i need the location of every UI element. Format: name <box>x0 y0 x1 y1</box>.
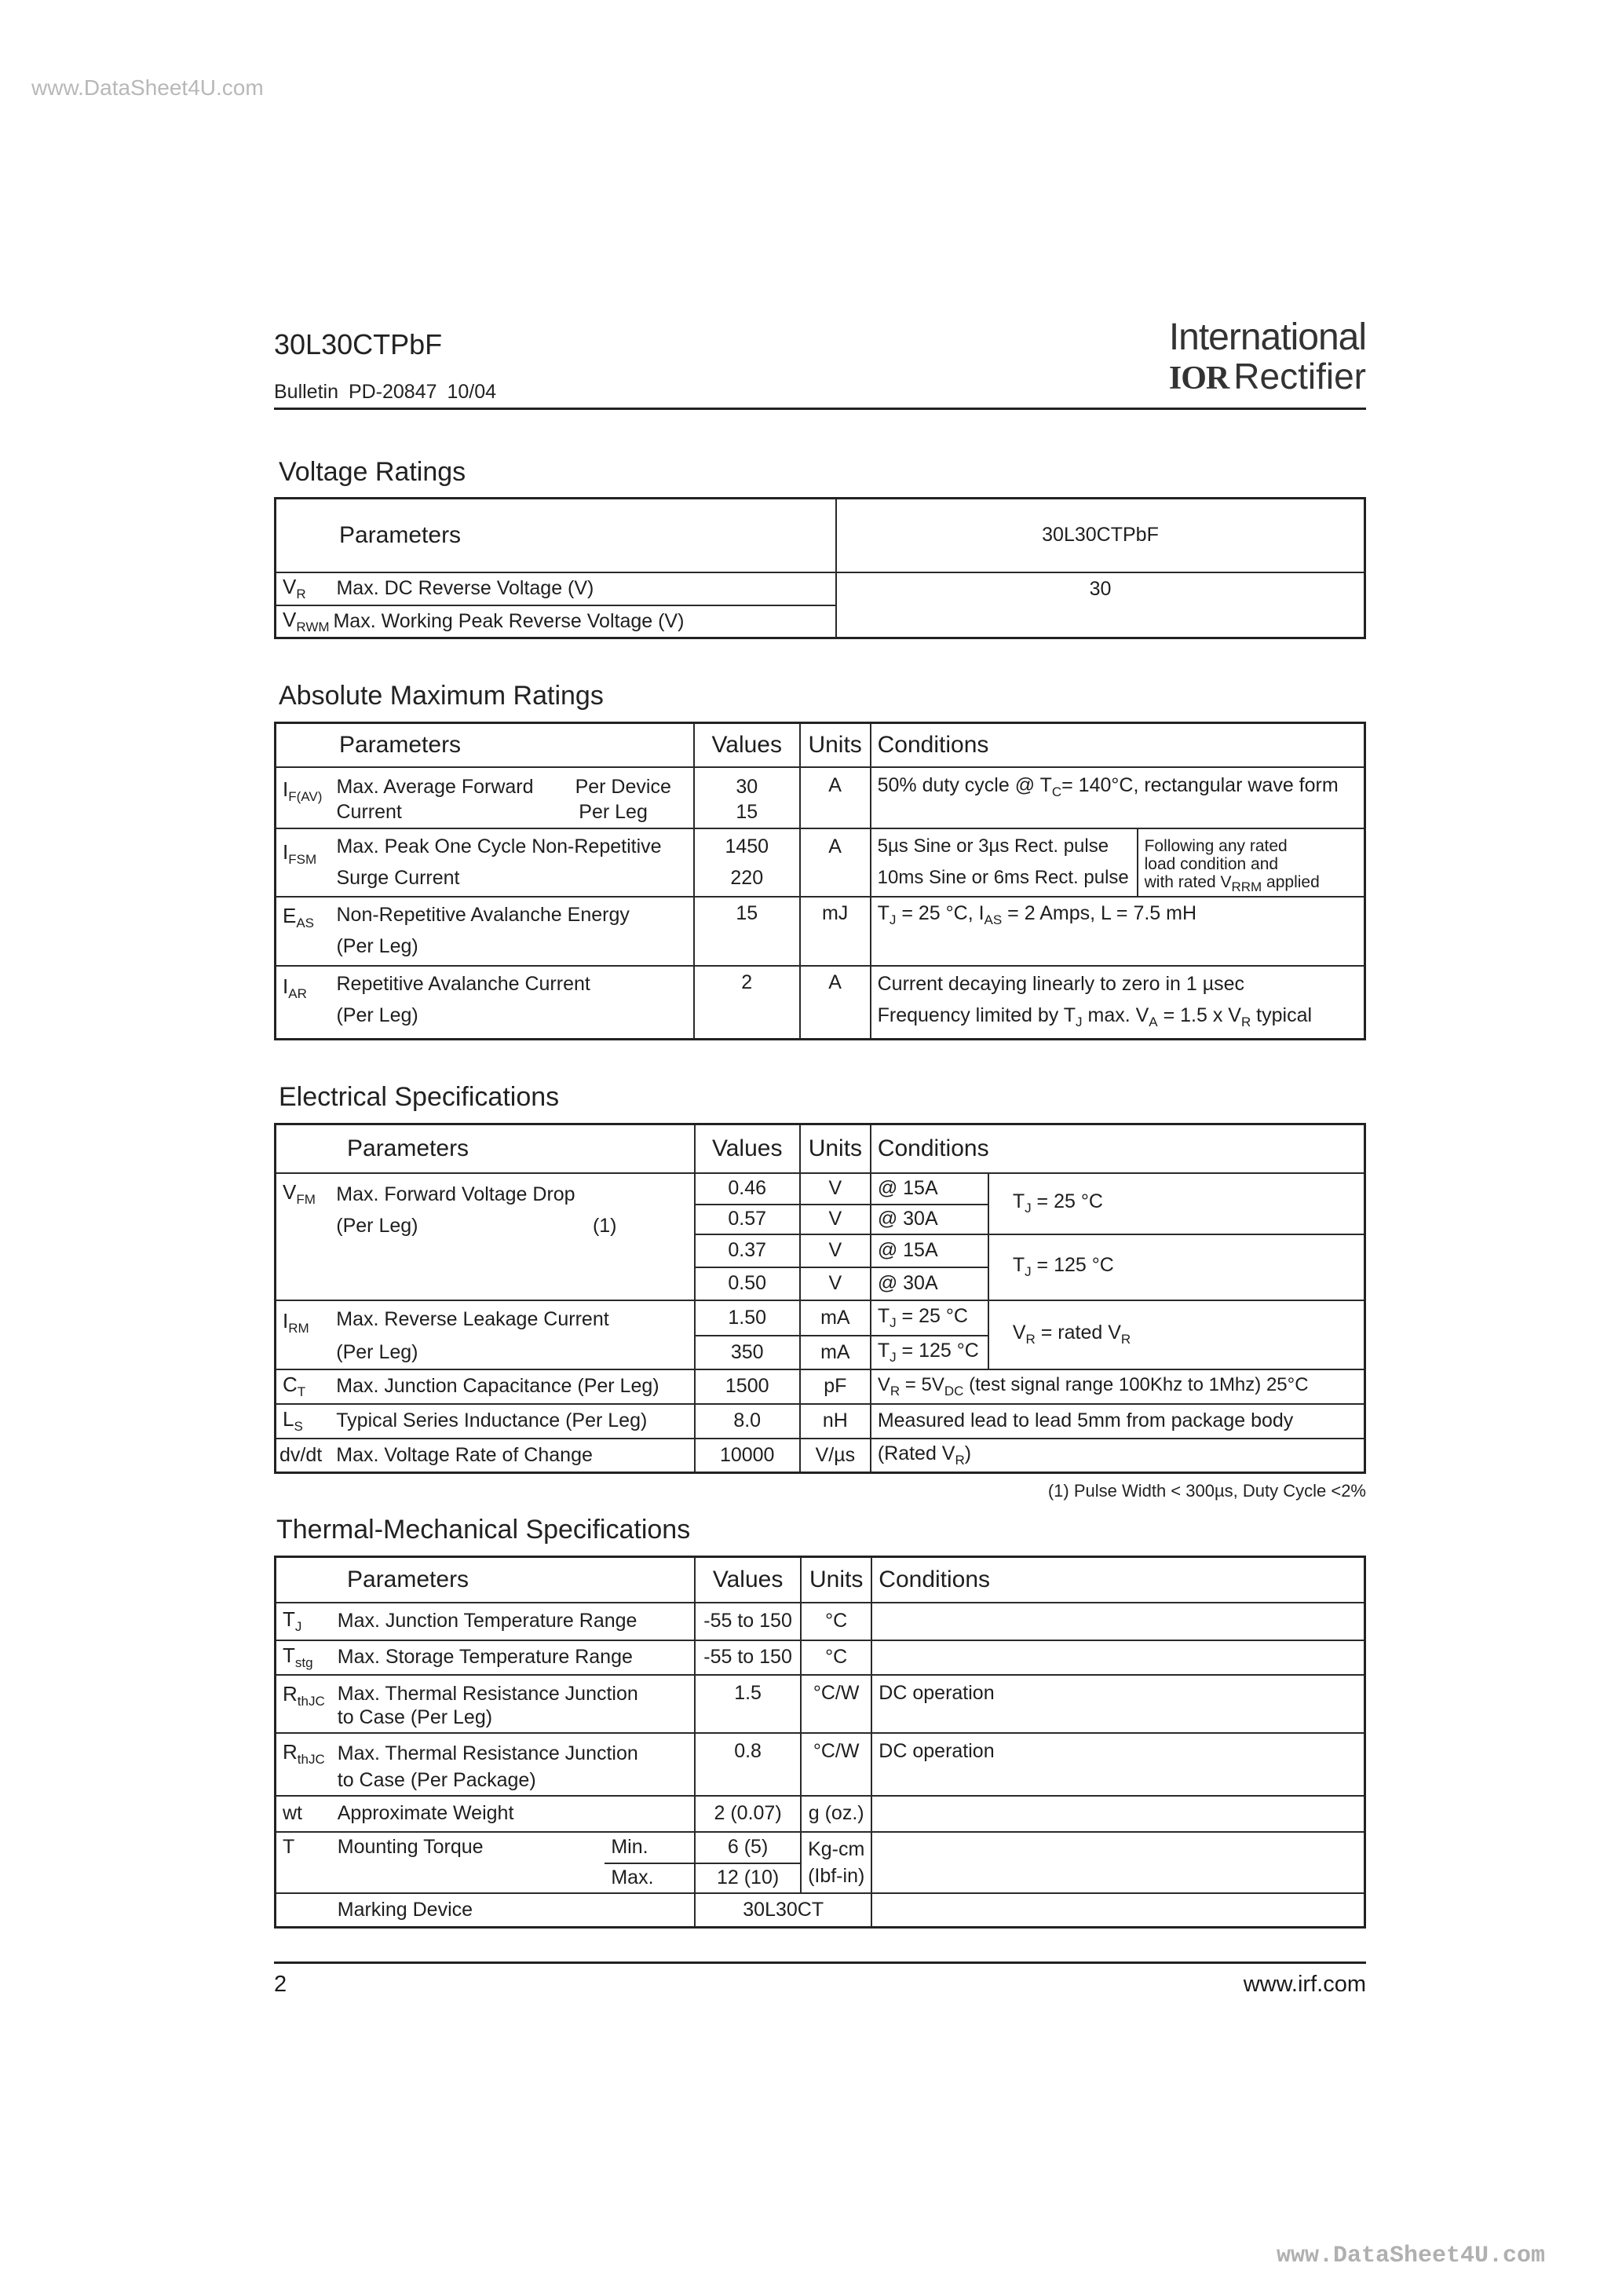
thermal-row-tj <box>276 1603 1365 1640</box>
watermark-top: www.DataSheet4U.com <box>31 75 264 100</box>
symbol: C <box>283 1373 298 1396</box>
value: 0.46 <box>695 1173 800 1205</box>
footnote-ref: (1) <box>592 1214 617 1237</box>
param-desc: Typical Series Inductance (Per Leg) <box>330 1404 694 1439</box>
unit: (Ibf-in) <box>808 1864 865 1887</box>
symbol-sub: AS <box>296 915 315 930</box>
value: 10000 <box>695 1439 800 1473</box>
elec-h-params: Parameters <box>276 1124 695 1173</box>
note: load condition and <box>1144 854 1279 873</box>
condition: DC operation <box>871 1733 1364 1796</box>
condition: 5µs Sine or 3µs Rect. pulse <box>877 835 1109 857</box>
symbol-sub: thJC <box>297 1751 325 1767</box>
unit: °C/W <box>801 1675 871 1733</box>
param-desc: Mounting Torque <box>331 1832 605 1893</box>
absmax-h-units: Units <box>800 723 871 767</box>
param-desc: Max. Forward Voltage Drop <box>336 1183 575 1205</box>
value: 220 <box>730 866 764 889</box>
logo-rectifier: Rectifier <box>1233 356 1366 397</box>
unit: A <box>800 966 871 1040</box>
condition: T <box>877 1339 890 1362</box>
condition: max. V <box>1082 1004 1149 1026</box>
thermal-row-wt <box>276 1796 1365 1832</box>
note-sub: RRM <box>1231 879 1262 894</box>
thermal-row-rjc2 <box>276 1733 1365 1796</box>
symbol-sub: T <box>297 1384 306 1399</box>
value: 1.50 <box>695 1300 800 1336</box>
unit: mA <box>800 1300 871 1336</box>
symbol-sub: FSM <box>288 851 317 867</box>
unit: mA <box>800 1336 871 1369</box>
elec-row-ls <box>276 1404 1365 1439</box>
condition: = 125 °C <box>896 1339 979 1362</box>
thermal-row-rjc1 <box>276 1675 1365 1733</box>
symbol: T <box>276 1832 331 1893</box>
unit: V <box>800 1267 871 1300</box>
condition: ) <box>964 1442 972 1464</box>
condition-sub: J <box>1025 1264 1032 1279</box>
voltage-col-params: Parameters <box>276 499 837 572</box>
condition: = 140°C, rectangular wave form <box>1061 773 1339 796</box>
param-desc: (Per Leg) <box>336 934 418 957</box>
symbol: T <box>283 1643 295 1667</box>
param-desc: (Per Leg) <box>336 1004 418 1026</box>
condition: V <box>877 1373 890 1395</box>
unit: g (oz.) <box>801 1796 871 1832</box>
condition-sub: J <box>889 912 897 927</box>
absmax-h-values: Values <box>694 723 800 767</box>
param-desc: Per Device <box>575 775 671 798</box>
condition-sub: C <box>1051 784 1062 799</box>
bulletin: Bulletin PD-20847 10/04 <box>274 381 497 403</box>
company-logo <box>1146 318 1366 397</box>
absmax-h-params: Parameters <box>276 723 694 767</box>
unit: °C/W <box>801 1733 871 1796</box>
value: 0.8 <box>695 1733 801 1796</box>
param-desc: Max. Reverse Leakage Current <box>336 1307 609 1330</box>
condition: DC operation <box>871 1675 1364 1733</box>
symbol-sub: thJC <box>297 1693 325 1709</box>
symbol: V <box>283 607 297 631</box>
value: 1500 <box>695 1369 800 1404</box>
condition-sub: R <box>1025 1332 1036 1347</box>
condition: T <box>877 1304 890 1327</box>
unit: mJ <box>800 897 871 966</box>
condition-sub: R <box>890 1383 901 1398</box>
condition: = 25 °C, I <box>896 901 985 924</box>
condition-sub: J <box>890 1349 897 1365</box>
value: 350 <box>695 1336 800 1369</box>
symbol: L <box>283 1407 294 1431</box>
value: 2 <box>694 966 800 1040</box>
elec-h-cond: Conditions <box>871 1124 1365 1173</box>
symbol: dv/dt <box>276 1439 331 1473</box>
torque-min-label: Min. <box>605 1832 695 1863</box>
absmax-row-iar <box>276 966 1365 1040</box>
condition: Measured lead to lead 5mm from package body <box>871 1404 1365 1439</box>
symbol: E <box>283 903 297 927</box>
symbol: T <box>283 1607 295 1631</box>
condition: = 125 °C <box>1031 1254 1114 1276</box>
value: 0.37 <box>695 1234 800 1267</box>
symbol-sub: J <box>294 1619 302 1634</box>
condition: T <box>877 901 890 924</box>
elec-row-ct <box>276 1369 1365 1404</box>
condition: = rated V <box>1035 1322 1121 1344</box>
voltage-title: Voltage Ratings <box>279 457 466 487</box>
param-desc: Max. Voltage Rate of Change <box>330 1439 694 1473</box>
unit: °C <box>801 1603 871 1640</box>
watermark-bottom: www.DataSheet4U.com <box>1276 2243 1545 2269</box>
condition-sub: DC <box>944 1383 964 1398</box>
param-desc: (Per Leg) <box>336 1214 418 1237</box>
param-desc: Repetitive Avalanche Current <box>336 972 590 995</box>
param-desc: Max. Peak One Cycle Non-Repetitive <box>336 835 662 857</box>
symbol-sub: S <box>294 1419 303 1434</box>
param-desc: to Case (Per Package) <box>337 1768 536 1791</box>
unit: V <box>800 1173 871 1205</box>
param-desc: Max. Average Forward <box>336 775 534 798</box>
unit: °C <box>801 1640 871 1675</box>
note: applied <box>1262 872 1320 891</box>
value: 2 (0.07) <box>695 1796 801 1832</box>
symbol: I <box>283 1308 289 1333</box>
condition-sub: R <box>1120 1332 1131 1347</box>
footer-rule <box>274 1961 1366 1964</box>
condition: @ 30A <box>871 1267 988 1300</box>
param-desc: Max. Junction Temperature Range <box>331 1603 695 1640</box>
condition: @ 15A <box>871 1234 988 1267</box>
voltage-table <box>274 497 1366 639</box>
param-desc: Max. Working Peak Reverse Voltage (V) <box>330 605 836 638</box>
absmax-row-ifav <box>276 767 1365 828</box>
elec-footnote: (1) Pulse Width < 300µs, Duty Cycle <2% <box>1047 1481 1366 1501</box>
condition: (Rated V <box>877 1442 955 1464</box>
condition: (test signal range 100Khz to 1Mhz) 25°C <box>963 1373 1309 1395</box>
condition-sub: J <box>1025 1201 1032 1216</box>
param-desc: Max. DC Reverse Voltage (V) <box>330 572 836 605</box>
condition: = 25 °C <box>1031 1190 1103 1212</box>
thermal-h-params: Parameters <box>276 1557 696 1603</box>
thermal-row-tstg <box>276 1640 1365 1675</box>
value: 12 (10) <box>695 1863 801 1893</box>
note: with rated V <box>1144 872 1232 891</box>
symbol: I <box>283 777 289 801</box>
unit: Kg-cm <box>808 1837 865 1860</box>
value: 0.50 <box>695 1267 800 1300</box>
param-desc: Non-Repetitive Avalanche Energy <box>336 903 630 926</box>
unit: V <box>800 1234 871 1267</box>
absmax-h-cond: Conditions <box>871 723 1365 767</box>
param-desc: Max. Junction Capacitance (Per Leg) <box>330 1369 694 1404</box>
torque-max-label: Max. <box>605 1863 695 1893</box>
unit: pF <box>800 1369 871 1404</box>
param-desc: to Case (Per Leg) <box>337 1706 493 1728</box>
thermal-h-values: Values <box>695 1557 801 1603</box>
unit: A <box>800 767 871 828</box>
value: 15 <box>736 800 758 823</box>
thermal-h-cond: Conditions <box>871 1557 1364 1603</box>
elec-row-irm <box>276 1300 1365 1336</box>
value: 30 <box>736 775 758 798</box>
part-number: 30L30CTPbF <box>274 328 443 360</box>
absmax-row-ifsm <box>276 828 1365 897</box>
condition: = 2 Amps, L = 7.5 mH <box>1002 901 1197 924</box>
param-desc: Current <box>336 800 402 823</box>
thermal-h-units: Units <box>801 1557 871 1603</box>
symbol: V <box>283 575 297 598</box>
symbol-sub: R <box>296 587 306 601</box>
symbol-sub: RM <box>288 1320 309 1336</box>
condition: T <box>1012 1254 1025 1276</box>
symbol: V <box>283 1179 297 1204</box>
condition: @ 15A <box>871 1173 988 1205</box>
condition: Frequency limited by T <box>877 1004 1076 1026</box>
symbol: wt <box>276 1796 331 1832</box>
elec-h-units: Units <box>800 1124 871 1173</box>
condition-sub: AS <box>984 912 1003 927</box>
value: -55 to 150 <box>695 1603 801 1640</box>
condition: @ 30A <box>871 1205 988 1234</box>
param-desc: Max. Thermal Resistance Junction <box>337 1682 638 1705</box>
condition: typical <box>1251 1004 1313 1026</box>
condition-sub: A <box>1149 1014 1158 1029</box>
condition-sub: J <box>890 1314 897 1330</box>
condition: 10ms Sine or 6ms Rect. pulse <box>877 866 1129 888</box>
param-desc: Per Leg <box>579 800 648 823</box>
absmax-table <box>274 722 1366 1040</box>
note: Following any rated <box>1144 836 1288 855</box>
param-desc: Max. Storage Temperature Range <box>331 1640 695 1675</box>
condition-sub: R <box>1240 1014 1251 1029</box>
value: 8.0 <box>695 1404 800 1439</box>
value: 15 <box>694 897 800 966</box>
value: 0.57 <box>695 1205 800 1234</box>
condition: = 1.5 x V <box>1157 1004 1241 1026</box>
symbol-sub: stg <box>294 1655 313 1670</box>
absmax-title: Absolute Maximum Ratings <box>279 681 604 711</box>
unit: nH <box>800 1404 871 1439</box>
absmax-row-eas <box>276 897 1365 966</box>
condition: = 5V <box>900 1373 944 1395</box>
value: 6 (5) <box>695 1832 801 1863</box>
unit: V/µs <box>800 1439 871 1473</box>
symbol-sub: F(AV) <box>288 788 323 804</box>
condition: = 25 °C <box>896 1304 968 1327</box>
thermal-row-marking <box>276 1893 1365 1928</box>
symbol-sub: RWM <box>296 619 330 634</box>
condition: 50% duty cycle @ T <box>877 773 1052 796</box>
symbol-sub: AR <box>288 985 307 1001</box>
thermal-title: Thermal-Mechanical Specifications <box>276 1515 691 1545</box>
logo-line1: International <box>1168 316 1366 358</box>
unit: V <box>800 1205 871 1234</box>
footer-url[interactable]: www.irf.com <box>1243 1972 1366 1997</box>
condition-sub: J <box>1076 1014 1083 1029</box>
voltage-col-part: 30L30CTPbF <box>836 499 1364 572</box>
param-desc: Max. Thermal Resistance Junction <box>337 1742 638 1764</box>
symbol: R <box>283 1739 298 1764</box>
symbol-sub: FM <box>296 1191 316 1207</box>
thermal-row-torque <box>276 1832 1365 1863</box>
elec-row-dvdt <box>276 1439 1365 1473</box>
condition: T <box>1012 1190 1025 1212</box>
logo-ior: IOR <box>1168 360 1229 397</box>
logo-line2 <box>1146 357 1366 397</box>
elec-h-values: Values <box>695 1124 800 1173</box>
elec-row-vfm <box>276 1173 1365 1205</box>
param-desc: Approximate Weight <box>331 1796 695 1832</box>
param-desc: Marking Device <box>331 1893 695 1928</box>
value: 1450 <box>725 835 769 857</box>
value: 1.5 <box>695 1675 801 1733</box>
header-rule <box>274 408 1366 410</box>
elec-table <box>274 1123 1366 1474</box>
symbol: I <box>283 974 289 998</box>
symbol: I <box>283 839 289 864</box>
page-number: 2 <box>274 1972 287 1997</box>
param-desc: Surge Current <box>336 866 460 889</box>
condition: V <box>1012 1322 1026 1344</box>
param-desc: (Per Leg) <box>336 1340 418 1363</box>
symbol: R <box>283 1681 298 1706</box>
value: -55 to 150 <box>695 1640 801 1675</box>
condition-sub: R <box>955 1452 965 1468</box>
condition: Current decaying linearly to zero in 1 µsec <box>877 972 1245 995</box>
thermal-table <box>274 1556 1366 1929</box>
unit: A <box>800 828 871 897</box>
value: 30L30CT <box>695 1893 871 1928</box>
elec-title: Electrical Specifications <box>279 1082 560 1112</box>
voltage-value: 30 <box>836 572 1364 638</box>
